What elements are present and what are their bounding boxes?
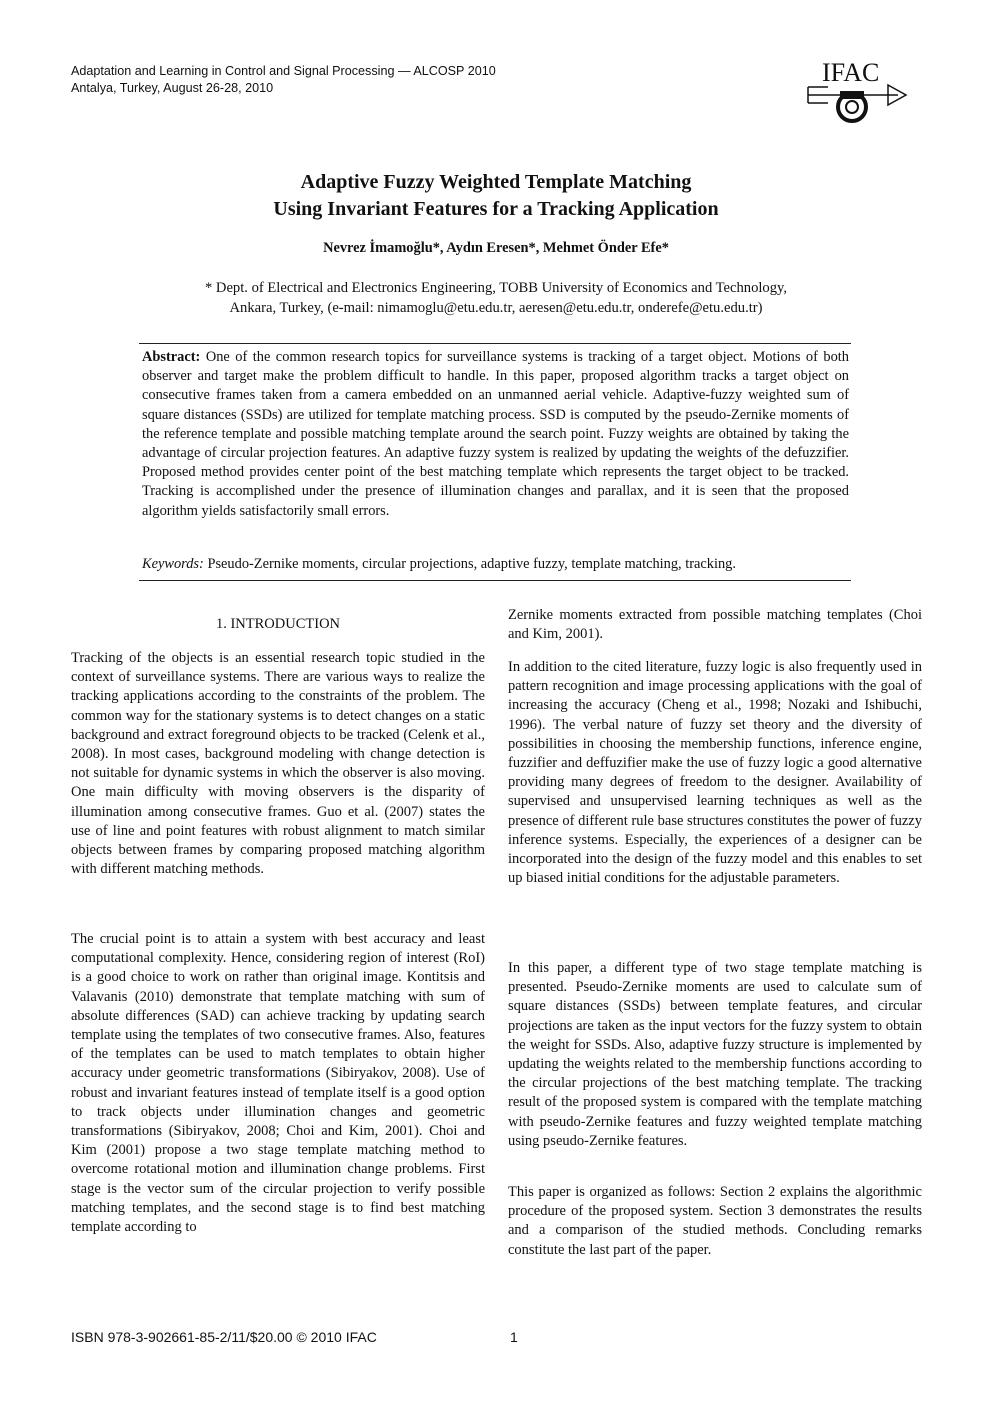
abstract-top-rule xyxy=(139,343,851,344)
ifac-logo xyxy=(800,55,910,130)
title-line-2: Using Invariant Features for a Tracking Application xyxy=(273,198,719,220)
logo-text: IFAC xyxy=(822,58,880,87)
intro-paragraph-continued: Zernike moments extracted from possible matching templates (Choi and Kim, 2001). xyxy=(508,607,922,643)
intro-paragraph-3: In addition to the cited literature, fuzzy logic is also frequently used in pattern recognition and image processing applications with the goal of increasing the accuracy (Cheng et al., 1998; Nozaki and Ishibuchi, 1996). The verbal nature of fuzzy set theory and the diversity of possibilities in choosing the membership functions, inference engine, fuzzifier and deffuzifier make the use of fuzzy logic a good alternative providing many degrees of freedom to the designer. Availability of supervised and unsupervised learning techniques as well as the presence of different rule base structures constitutes the power of fuzzy inference systems. Especially, the experiences of a designer can be incorporated into the design of the fuzzy model and this enables to set up biased initial conditions for the adjustable parameters. xyxy=(508,659,922,887)
keywords-label: Keywords: xyxy=(142,556,204,572)
abstract-bottom-rule xyxy=(139,580,851,581)
intro-paragraph-4: In this paper, a different type of two stage template matching is presented. Pseudo-Zernike moments are used to calculate sum of square distances (SSDs) between template features, and circular projections are taken as the input vectors for the fuzzy system to obtain the weight for SSDs. Also, adaptive fuzzy structure is implemented by updating the weights related to the membership functions according to the circular projections of the best matching template. The tracking result of the proposed system is compared with the template matching with pseudo-Zernike features and fuzzy weighted template matching using pseudo-Zernike features. xyxy=(508,960,922,1149)
abstract-label: Abstract: xyxy=(142,349,201,365)
page-number: 1 xyxy=(510,1329,518,1345)
intro-paragraph-2: The crucial point is to attain a system with best accuracy and least computational complexity. Hence, considering region of interest (RoI) is a good choice to work on rather than original image. Kontitsis and Valavanis (2010) demonstrate that template matching with sum of absolute differences (SAD) can achieve tracking by updating search template using the templates of two consecutive frames. Also, features of the templates can be used to match templates to obtain higher accuracy under geometric transformations (Sibiryakov, 2008). Use of robust and invariant features instead of template itself is a good option to track objects under illumination changes and geometric transformations (Sibiryakov, 2008; Choi and Kim, 2001). Choi and Kim (2001) propose a two stage template matching method to overcome rotational motion and illumination change problems. First stage is the vector sum of the circular projection to verify possible matching templates, and the second stage is to find best matching template according to xyxy=(71,931,485,1236)
section-heading-introduction: 1. INTRODUCTION xyxy=(215,616,341,632)
intro-paragraph-1: Tracking of the objects is an essential research topic studied in the context of surveillance systems. There are various ways to realize the tracking applications according to the constraints of the problem. The common way for the stationary systems is to detect changes on a static background and extract foreground objects to be tracked (Celenk et al., 2008). In most cases, background modeling with change detection is not suitable for dynamic systems in which the observer is also moving. One main difficulty with moving observers is the disparity of illumination among consecutive frames. Guo et al. (2007) states the use of line and point features with robust alignment to match similar objects between frames by comparing proposed matching algorithm with different matching methods. xyxy=(71,650,485,878)
keywords-text: Pseudo-Zernike moments, circular projections, adaptive fuzzy, template matching, tracking. xyxy=(207,556,736,572)
conference-name: Adaptation and Learning in Control and Signal Processing — ALCOSP 2010 xyxy=(71,64,496,78)
footer-isbn: ISBN 978-3-902661-85-2/11/$20.00 © 2010 IFAC xyxy=(71,1329,377,1345)
conference-header xyxy=(71,63,496,97)
affiliation xyxy=(100,278,892,318)
intro-paragraph-5: This paper is organized as follows: Section 2 explains the algorithmic procedure of the proposed system. Section 3 demonstrates the results and a comparison of the studied methods. Concluding remarks constitute the last part of the paper. xyxy=(508,1184,922,1258)
affiliation-line-2: Ankara, Turkey, (e-mail: nimamoglu@etu.edu.tr, aeresen@etu.edu.tr, onderefe@etu.edu.tr) xyxy=(229,300,763,316)
abstract-text: One of the common research topics for surveillance systems is tracking of a target object. Motions of both observer and target make the problem difficult to handle. In this paper, proposed algorithm tracks a target object on consecutive frames taken from a camera embedded on an unmanned aerial vehicle. Adaptive-fuzzy weighted sum of square distances (SSDs) are utilized for template matching process. SSD is computed by the pseudo-Zernike moments of the reference template and possible matching template around the search point. Fuzzy weights are obtained by taking the advantage of circular projection features. An adaptive fuzzy system is realized by updating the weights of the defuzzifier. Proposed method provides center point of the best matching template which represents the target object to be tracked. Tracking is accomplished under the presence of illumination changes and parallax, and it is seen that the proposed algorithm yields satisfactorily small errors. xyxy=(142,349,849,519)
abstract xyxy=(142,348,849,521)
authors: Nevrez İmamoğlu*, Aydın Eresen*, Mehmet Önder Efe* xyxy=(323,240,669,256)
keywords xyxy=(142,555,849,574)
affiliation-line-1: * Dept. of Electrical and Electronics Engineering, TOBB University of Economics and Technology, xyxy=(204,280,788,296)
paper-title xyxy=(100,169,892,223)
title-line-1: Adaptive Fuzzy Weighted Template Matching xyxy=(300,171,692,193)
conference-location-date: Antalya, Turkey, August 26-28, 2010 xyxy=(71,81,274,95)
